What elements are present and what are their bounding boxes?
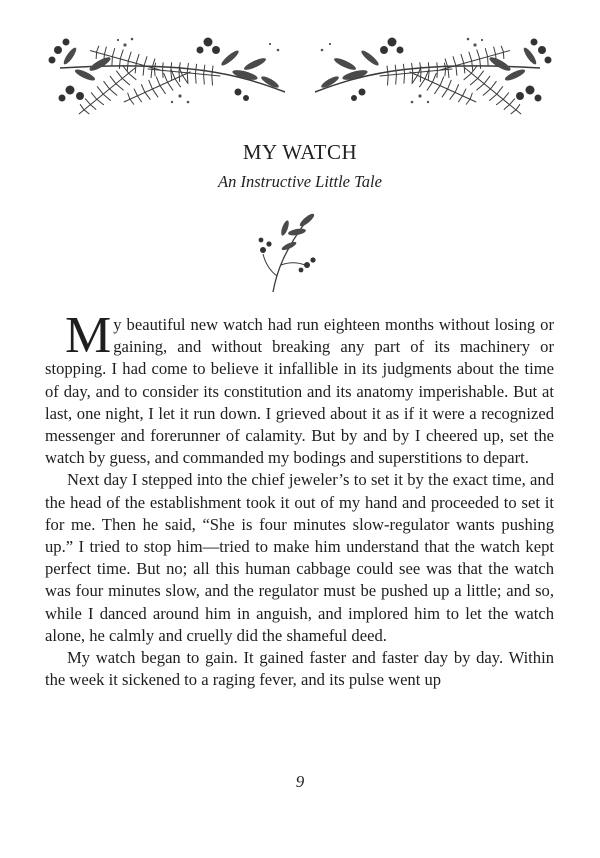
paragraph	[45, 307, 554, 469]
drop-cap: M	[65, 307, 112, 364]
pine-and-berry-garland-icon	[40, 20, 560, 115]
body-text	[45, 307, 554, 691]
paragraph-text: y beautiful new watch had run eighteen months without losing or gaining, and without breaking any part of its machinery or stopping. I had come to believe it infallible in its judgments about the time of day, and to consider its constitution and its anatomy imperishable. But at last, one night, I let it run down. I grieved about it as if it were a recognized messenger and forerunner of calamity. But by and by I cheered up, set the watch by guess, and commanded my bodings and superstitions to depart.	[45, 315, 554, 468]
paragraph: Next day I stepped into the chief jeweler’s to set it by the exact time, and the head of the establishment took it out of my hand and proceeded to set it for me. Then he said, “She is four minutes slow-regulator wants pushing up.” I tried to stop him—tried to make him understand that the watch kept perfect time. But no; all this human cabbage could see was that the watch was four minutes slow, and the regulator must be pushed up a little; and so, while I danced around him in anguish, and implored him to let the watch alone, he calmly and cruelly did the shameful deed.	[45, 470, 554, 645]
chapter-subtitle: An Instructive Little Tale	[218, 172, 382, 191]
page-number: 9	[295, 772, 305, 791]
chapter-title: MY WATCH	[242, 140, 358, 164]
berry-sprig-icon	[255, 210, 325, 295]
paragraph: My watch began to gain. It gained faster and faster day by day. Within the week it sickened to a raging fever, and its pulse went up	[45, 648, 554, 690]
